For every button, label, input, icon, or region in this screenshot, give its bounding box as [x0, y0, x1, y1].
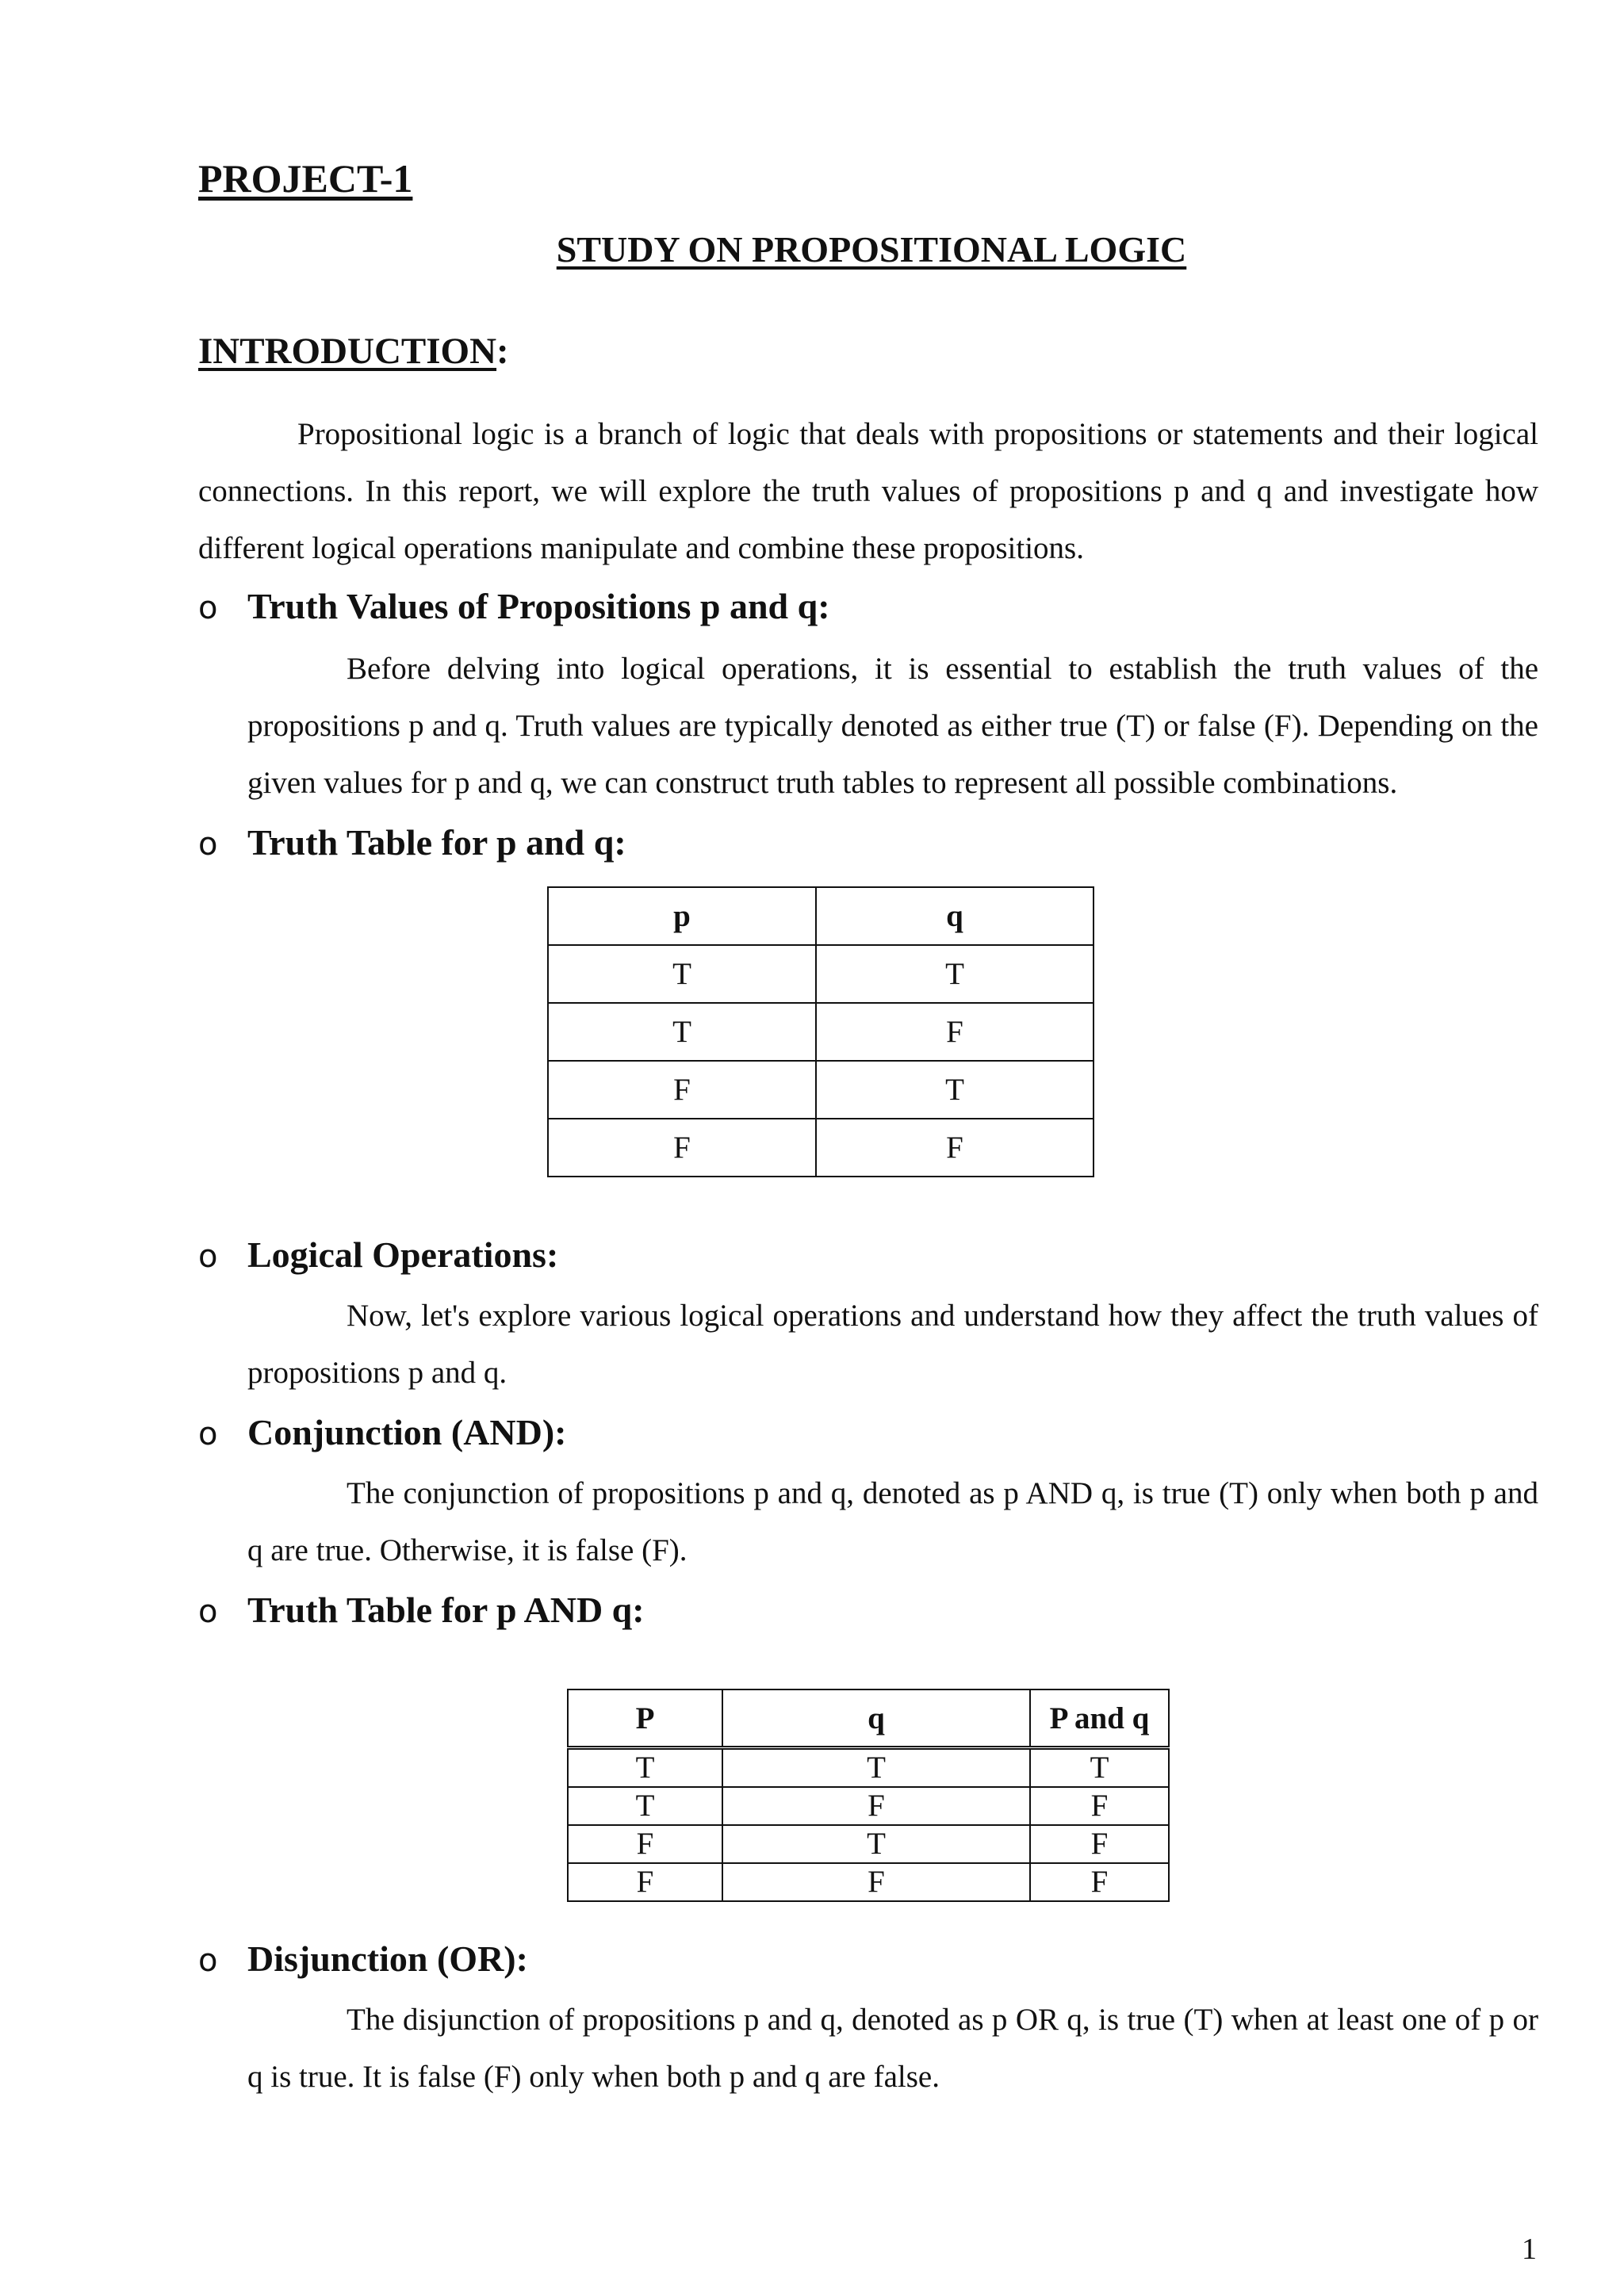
table-cell: F	[1030, 1863, 1169, 1901]
table-cell: T	[722, 1748, 1030, 1788]
table-cell: F	[816, 1003, 1094, 1061]
table-row	[548, 945, 1094, 1003]
introduction-heading-colon: :	[496, 331, 509, 372]
document-subtitle: STUDY ON PROPOSITIONAL LOGIC	[556, 229, 1187, 270]
table-row	[548, 1061, 1094, 1119]
bullet-marker: o	[198, 1942, 218, 1979]
table-row	[548, 1003, 1094, 1061]
table-header-cell: P	[568, 1689, 722, 1748]
truth-table-and	[567, 1689, 1170, 1902]
table-cell: F	[568, 1863, 722, 1901]
table-cell: F	[722, 1863, 1030, 1901]
table-cell: F	[1030, 1787, 1169, 1825]
table-header-cell: P and q	[1030, 1689, 1169, 1748]
table-cell: F	[1030, 1825, 1169, 1863]
table-row	[568, 1825, 1169, 1863]
logical-operations-paragraph: Now, let's explore various logical operations and understand how they affect the truth values of propositions p and q.	[247, 1299, 1538, 1390]
table-header-row	[548, 887, 1094, 945]
table-cell: T	[816, 1061, 1094, 1119]
table-row	[568, 1748, 1169, 1788]
section-heading-truth-values	[198, 588, 830, 625]
table-cell: T	[548, 1003, 816, 1061]
section-heading-text: Truth Values of Propositions p and q:	[247, 586, 830, 626]
table-cell: T	[722, 1825, 1030, 1863]
table-cell: F	[816, 1119, 1094, 1177]
section-heading-text: Truth Table for p AND q:	[247, 1590, 645, 1630]
table-cell: T	[548, 945, 816, 1003]
table-header-cell: q	[722, 1689, 1030, 1748]
truth-table-pq	[547, 886, 1094, 1177]
table-header-cell: q	[816, 887, 1094, 945]
bullet-marker: o	[198, 590, 218, 626]
section-heading-truth-table-pq	[198, 822, 626, 863]
table-header-row	[568, 1689, 1169, 1748]
page-number: 1	[1522, 2233, 1537, 2266]
bullet-marker: o	[198, 1416, 218, 1452]
table-header-cell: p	[548, 887, 816, 945]
truth-values-paragraph: Before delving into logical operations, it is essential to establish the truth values of the propositions p and q. Truth values are typically denoted as either true (T) or false (F). Depending on the given values for p and q, we can construct truth tables to represent all possible combinations.	[247, 652, 1538, 800]
section-heading-text: Conjunction (AND):	[247, 1412, 567, 1452]
table-cell: T	[1030, 1748, 1169, 1788]
section-heading-truth-table-and	[198, 1592, 645, 1628]
disjunction-paragraph: The disjunction of propositions p and q, denoted as p OR q, is true (T) when at least one of p or q is true. It is false (F) only when both p and q are false.	[247, 2003, 1538, 2094]
bullet-marker: o	[198, 1594, 218, 1630]
section-heading-conjunction	[198, 1414, 567, 1451]
conjunction-paragraph: The conjunction of propositions p and q, denoted as p AND q, is true (T) only when both p and q are true. Otherwise, it is false (F).	[247, 1476, 1538, 1567]
table-row	[568, 1787, 1169, 1825]
section-heading-text: Logical Operations:	[247, 1234, 559, 1275]
introduction-heading-text: INTRODUCTION	[198, 331, 497, 372]
introduction-heading	[198, 333, 509, 370]
section-heading-logical-operations	[198, 1234, 559, 1275]
table-cell: T	[568, 1748, 722, 1788]
table-cell: F	[722, 1787, 1030, 1825]
table-cell: F	[568, 1825, 722, 1863]
project-title: PROJECT-1	[198, 156, 413, 201]
bullet-marker: o	[198, 826, 218, 863]
table-cell: F	[548, 1119, 816, 1177]
table-row	[568, 1863, 1169, 1901]
section-heading-text: Disjunction (OR):	[247, 1938, 528, 1979]
introduction-paragraph: Propositional logic is a branch of logic that deals with propositions or statements and their logical connections. In this report, we will explore the truth values of propositions p and q and investigate how different logical operations manipulate and combine these propositions.	[198, 417, 1538, 565]
table-row	[548, 1119, 1094, 1177]
table-cell: T	[816, 945, 1094, 1003]
section-heading-disjunction	[198, 1938, 528, 1979]
table-cell: F	[548, 1061, 816, 1119]
bullet-marker: o	[198, 1238, 218, 1275]
section-heading-text: Truth Table for p and q:	[247, 822, 626, 863]
table-cell: T	[568, 1787, 722, 1825]
